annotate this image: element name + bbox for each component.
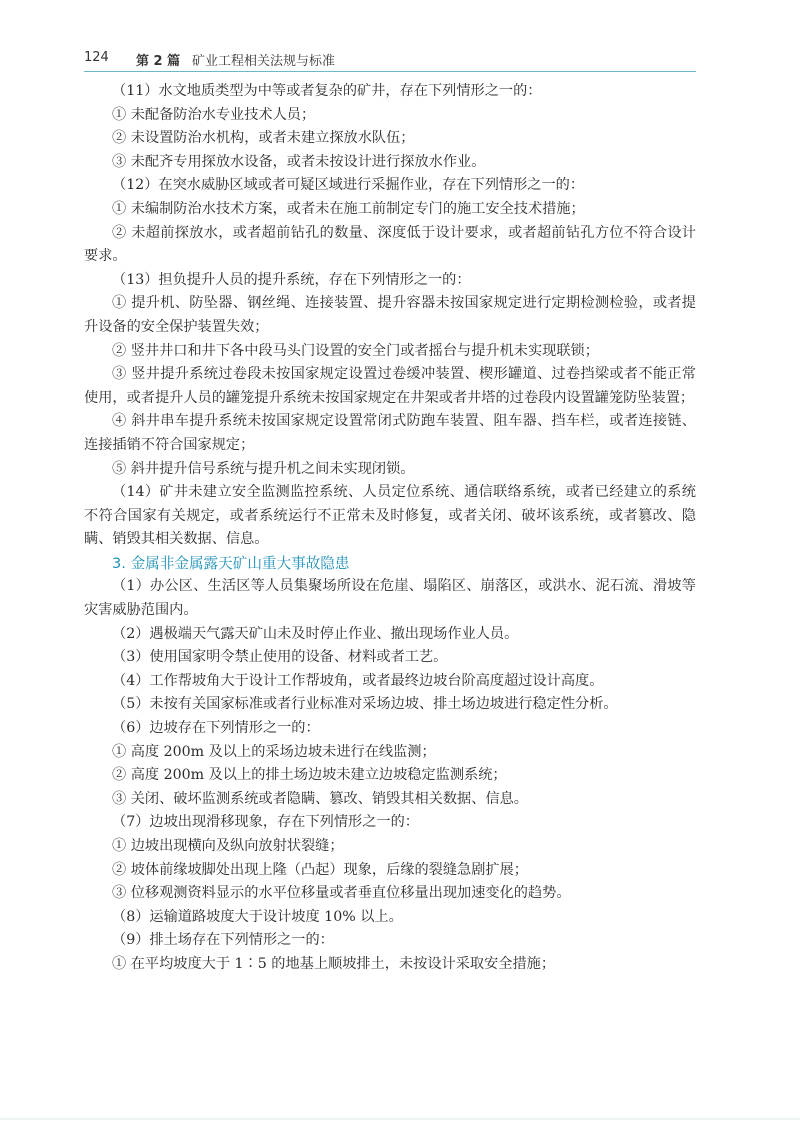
footer-band [0,1118,800,1120]
paragraph: ① 提升机、防坠器、钢丝绳、连接装置、提升容器未按国家规定进行定期检测检验，或者提升设备的安全保护装置失效； [84,295,696,335]
paragraph: ② 未设置防治水机构，或者未建立探放水队伍； [112,130,415,147]
paragraph: （8）运输道路坡度大于设计坡度 10% 以上。 [112,908,403,925]
paragraph: （3）使用国家明令禁止使用的设备、材料或者工艺。 [112,649,448,666]
paragraph: （12）在突水威胁区域或者可疑区域进行采掘作业，存在下列情形之一的： [112,177,585,194]
paragraph: （7）边坡出现滑移现象，存在下列情形之一的： [112,814,419,831]
header-rule [84,71,696,72]
page-number: 124 [84,50,109,65]
paragraph: ② 竖井井口和井下各中段马头门设置的安全门或者摇台与提升机未实现联锁； [112,342,599,359]
paragraph: ③ 未配齐专用探放水设备，或者未按设计进行探放水作业。 [112,153,486,170]
running-header [84,48,694,70]
paragraph: ① 未编制防治水技术方案，或者未在施工前制定专门的施工安全技术措施； [112,200,585,217]
paragraph: ① 在平均坡度大于 1∶5 的地基上顺坡排土，未按设计采取安全措施； [112,955,556,972]
paragraph: ⑤ 斜井提升信号系统与提升机之间未实现闭锁。 [112,460,415,477]
section-title: 矿业工程相关法规与标准 [192,54,336,69]
paragraph: （6）边坡存在下列情形之一的： [112,720,320,737]
paragraph: （13）担负提升人员的提升系统，存在下列情形之一的： [112,271,471,288]
paragraph: （5）未按有关国家标准或者行业标准对采场边坡、排土场边坡进行稳定性分析。 [112,696,618,713]
paragraph: ③ 关闭、破坏监测系统或者隐瞒、篡改、销毁其相关数据、信息。 [112,790,528,807]
paragraph: ① 边坡出现横向及纵向放射状裂缝； [112,838,344,854]
paragraph: ① 高度 200m 及以上的采场边坡未进行在线监测； [112,743,436,760]
paragraph: ② 高度 200m 及以上的排土场边坡未建立边坡稳定监测系统； [112,767,507,784]
paragraph: （4）工作帮坡角大于设计工作帮坡角，或者最终边坡台阶高度超过设计高度。 [112,672,604,689]
paragraph: ③ 竖井提升系统过卷段未按国家规定设置过卷缓冲装置、楔形罐道、过卷挡梁或者不能正常使用，或者提升人员的罐笼提升系统未按国家规定在井架或者井塔的过卷段内设置罐笼防坠装置； [84,366,696,406]
paragraph: （11）水文地质类型为中等或者复杂的矿井，存在下列情形之一的： [112,83,542,99]
section-heading: 3. 金属非金属露天矿山重大事故隐患 [112,554,350,572]
paragraph: （9）排土场存在下列情形之一的： [112,932,334,949]
paragraph: ② 坡体前缘坡脚处出现上隆（凸起）现象，后缘的裂缝急剧扩展； [112,861,528,878]
paragraph: ② 未超前探放水，或者超前钻孔的数量、深度低于设计要求，或者超前钻孔方位不符合设计要求。 [84,224,696,265]
paragraph: （1）办公区、生活区等人员集聚场所设在危崖、塌陷区、崩落区，或洪水、泥石流、滑坡等灾害威胁范围内。 [84,578,696,619]
paragraph: ① 未配备防治水专业技术人员； [112,106,316,123]
paragraph: （2）遇极端天气露天矿山未及时停止作业、撤出现场作业人员。 [112,625,519,642]
page-body [84,80,696,977]
part-label: 第 2 篇 [136,54,181,69]
paragraph: ③ 位移观测资料显示的水平位移量或者垂直位移量出现加速变化的趋势。 [112,885,571,902]
paragraph: （14）矿井未建立安全监测监控系统、人员定位系统、通信联络系统，或者已经建立的系统不符合国家有关规定，或者系统运行不正常未及时修复，或者关闭、破坏该系统，或者篡改、隐瞒、销毁其相关数据、信息。 [84,484,696,548]
paragraph: ④ 斜井串车提升系统未按国家规定设置常闭式防跑车装置、阻车器、挡车栏，或者连接链、连接插销不符合国家规定； [84,413,696,453]
